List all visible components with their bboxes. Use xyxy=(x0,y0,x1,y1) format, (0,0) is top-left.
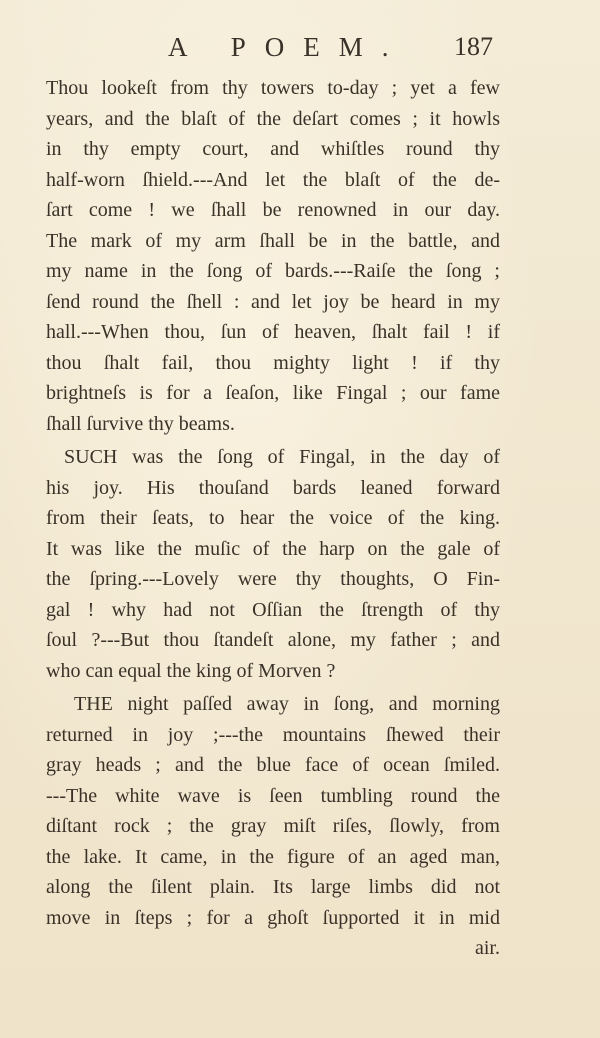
text-line: THE night paſſed away in ſong, and morning xyxy=(74,693,500,715)
text-line: thou ſhalt fail, thou mighty light ! if thy xyxy=(46,351,500,374)
text-line: It was like the muſic of the harp on the gale of xyxy=(46,537,500,560)
text-line: his joy. His thouſand bards leaned forward xyxy=(46,476,500,499)
text-line: Thou lookeſt from thy towers to-day ; yet a few xyxy=(46,77,500,99)
text-line: brightneſs is for a ſeaſon, like Fingal ; our fame xyxy=(46,382,500,404)
text-line: The mark of my arm ſhall be in the battle, and xyxy=(46,229,500,252)
running-title: A POEM. xyxy=(168,32,408,62)
text-line: returned in joy ;---the mountains ſhewed their xyxy=(46,723,500,746)
text-line: half-worn ſhield.---And let the blaſt of the de- xyxy=(46,168,500,191)
text-line: from their ſeats, to hear the voice of the king. xyxy=(46,507,500,529)
text-line: air. xyxy=(475,937,500,959)
text-line: ſoul ?---But thou ſtandeſt alone, my father ; and xyxy=(46,629,500,651)
text-line: ſend round the ſhell : and let joy be heard in my xyxy=(46,290,500,313)
text-line: the lake. It came, in the figure of an aged man, xyxy=(46,845,500,868)
body-text xyxy=(46,73,500,964)
text-line: gal ! why had not Oſſian the ſtrength of thy xyxy=(46,598,500,621)
paragraph xyxy=(46,689,500,720)
text-line: ſart come ! we ſhall be renowned in our day. xyxy=(46,199,500,221)
paragraph-continuation xyxy=(46,473,500,687)
text-line: diſtant rock ; the gray miſt riſes, ſlowly, from xyxy=(46,815,500,837)
page-header xyxy=(0,32,600,72)
text-line: hall.---When thou, ſun of heaven, ſhalt fail ! if xyxy=(46,321,500,343)
page-number: 187 xyxy=(454,32,493,61)
text-line: SUCH was the ſong of Fingal, in the day of xyxy=(64,446,500,468)
paragraph xyxy=(46,442,500,473)
text-line: gray heads ; and the blue face of ocean ſmiled. xyxy=(46,754,500,776)
paragraph xyxy=(46,73,500,439)
paragraph-continuation xyxy=(46,720,500,964)
text-line: my name in the ſong of bards.---Raiſe the ſong ; xyxy=(46,260,500,282)
text-line: who can equal the king of Morven ? xyxy=(46,659,336,682)
text-line: ---The white wave is ſeen tumbling round the xyxy=(46,784,500,807)
text-line: in thy empty court, and whiſtles round thy xyxy=(46,138,500,160)
text-line: years, and the blaſt of the deſart comes ; it howls xyxy=(46,107,500,130)
text-line: ſhall ſurvive thy beams. xyxy=(46,412,235,435)
text-line: the ſpring.---Lovely were thy thoughts, O Fin- xyxy=(46,568,500,590)
text-line: along the ſilent plain. Its large limbs did not xyxy=(46,876,500,898)
text-line: move in ſteps ; for a ghoſt ſupported it in mid xyxy=(46,906,500,929)
